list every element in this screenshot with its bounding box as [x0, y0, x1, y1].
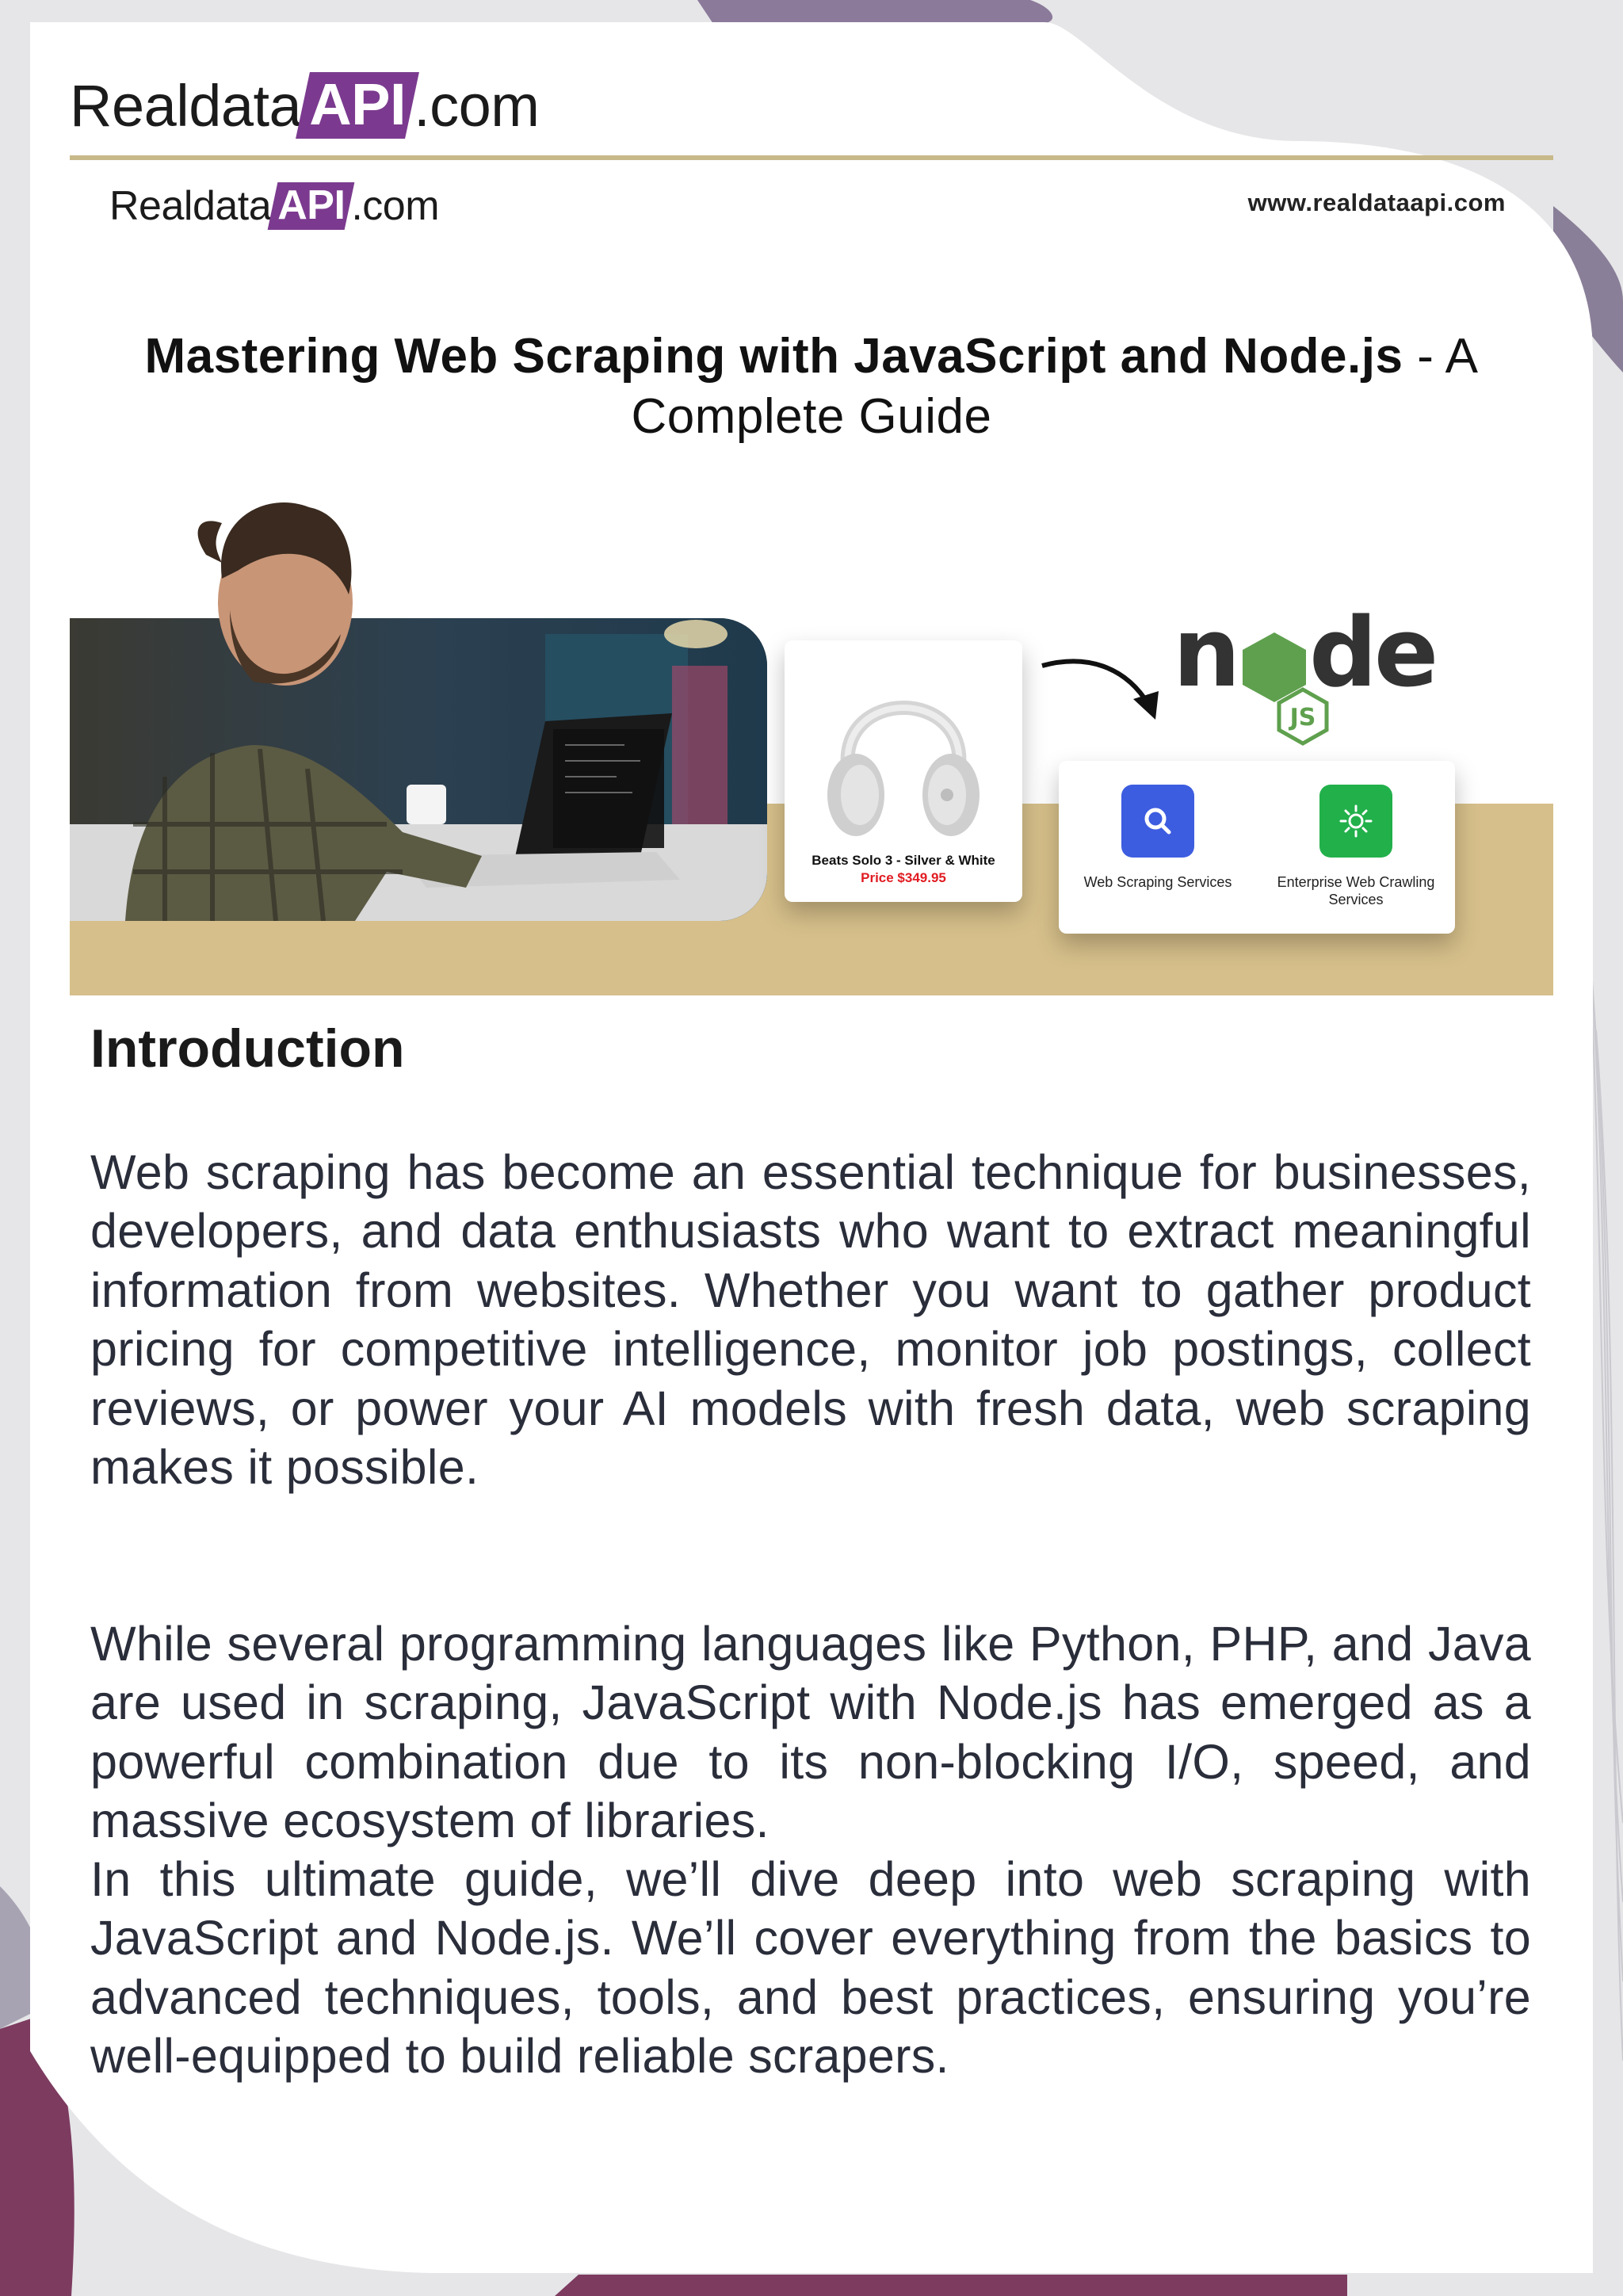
services-card — [1059, 761, 1455, 934]
logo-prefix: Realdata — [70, 72, 302, 139]
service-web-scraping[interactable] — [1059, 785, 1257, 891]
svg-text:JS: JS — [1289, 704, 1316, 732]
nodejs-logo — [1173, 586, 1434, 753]
paragraph-3: In this ultimate guide, we’ll dive deep into web scraping with JavaScript and Node.js. We’ll cover everything from the basics to advanced techniques, tools, and best practices, ensuring you’re well-equipped to build reliable scrapers. — [90, 1852, 1531, 2084]
svg-text:n: n — [1173, 598, 1238, 709]
headphones-image — [824, 656, 983, 846]
website-url[interactable]: www.realdataapi.com — [1247, 189, 1506, 216]
paragraph-1: Web scraping has become an essential technique for businesses, developers, and data enthusiasts who want to extract meaningful information from websites. Whether you want to gather product pricing for competitive intelligence, monitor job postings, collect reviews, or power your AI models with fresh data, web scraping makes it possible. — [90, 1145, 1531, 1495]
header-divider — [70, 155, 1553, 160]
search-icon — [1121, 785, 1194, 858]
arrow-icon — [1038, 650, 1173, 729]
service-enterprise-crawling[interactable] — [1257, 785, 1455, 908]
product-name: Beats Solo 3 - Silver & White — [812, 853, 995, 868]
product-price: Price $349.95 — [861, 870, 946, 885]
service-label: Enterprise Web Crawling Services — [1277, 874, 1435, 907]
title-subtitle: - A Complete Guide — [631, 329, 1479, 444]
brand-logo-large[interactable] — [70, 70, 539, 141]
logo-api-badge: API — [296, 72, 419, 139]
sun-gear-icon — [1319, 785, 1392, 858]
logo-suffix: .com — [351, 183, 440, 229]
developer-head-illustration — [158, 483, 396, 690]
logo-suffix: .com — [414, 72, 540, 139]
product-card[interactable] — [785, 640, 1022, 902]
svg-text:de: de — [1309, 598, 1434, 709]
paragraph-2: While several programming languages like Python, PHP, and Java are used in scraping, JavaScript with Node.js has emerged as a powerful combination due to its non-blocking I/O, speed, and massive ecosystem of libraries. — [90, 1617, 1531, 1848]
logo-prefix: Realdata — [109, 183, 272, 229]
brand-logo-small[interactable] — [109, 181, 439, 231]
document-title — [111, 327, 1512, 447]
title-bold: Mastering Web Scraping with JavaScript and Node.js — [144, 329, 1403, 384]
service-label: Web Scraping Services — [1083, 874, 1232, 890]
section-heading: Introduction — [90, 1018, 405, 1079]
logo-api-badge: API — [268, 182, 355, 230]
